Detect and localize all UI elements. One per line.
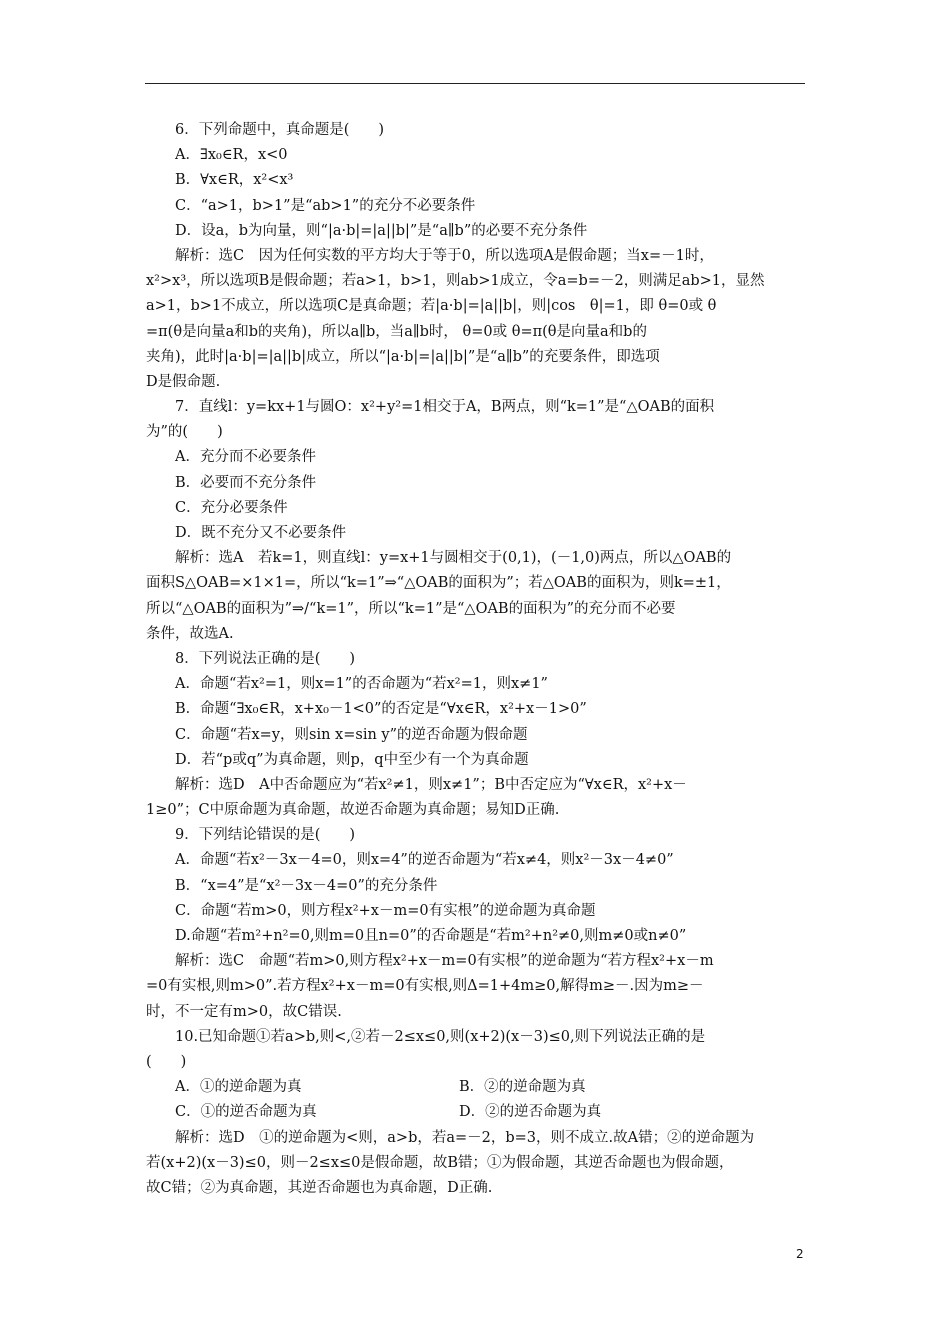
tail-text-block — [146, 1126, 808, 1202]
text-line: D．若“p或q”为真命题，则p，q中至少有一个为真命题 — [175, 751, 529, 768]
option-row — [146, 1100, 808, 1125]
text-line: 7．直线l：y=kx+1与圆O：x²+y²=1相交于A，B两点，则“k=1”是“△OAB的面积 — [175, 399, 715, 416]
text-line: 解析：选D ①的逆命题为<则，a>b，若a=－2，b=3，则不成立.故A错；②的逆命题为 — [175, 1129, 755, 1146]
text-line: 6．下列命题中，真命题是( ) — [175, 122, 385, 138]
text-block — [146, 118, 808, 1075]
text-line: C．命题“若m>0，则方程x²+x－m=0有实根”的逆命题为真命题 — [175, 902, 596, 919]
text-line: 1≥0”；C中原命题为真命题，故逆否命题为真命题；易知D正确. — [146, 802, 560, 819]
option-right: B．②的逆命题为真 — [459, 1079, 586, 1096]
text-line: D．既不充分又不必要条件 — [175, 525, 347, 541]
text-line: D是假命题. — [146, 373, 221, 390]
text-line: 为”的( ) — [146, 424, 223, 441]
text-line: A．充分而不必要条件 — [175, 449, 316, 466]
text-line: C．充分必要条件 — [175, 499, 288, 516]
text-line: 9．下列结论错误的是( ) — [175, 827, 356, 844]
text-line: B．命题“∃x₀∈R，x+x₀－1<0”的否定是“∀x∈R，x²+x－1>0” — [175, 701, 587, 718]
text-line: 所以“△OAB的面积为”⇒/“k=1”，所以“k=1”是“△OAB的面积为”的充分而不必要 — [146, 600, 676, 617]
text-line: 10.已知命题①若a>b,则<,②若－2≤x≤0,则(x+2)(x－3)≤0,则下列说法正确的是 — [175, 1028, 706, 1045]
header-rule — [145, 83, 805, 84]
text-line: 8．下列说法正确的是( ) — [175, 650, 356, 667]
text-line: D.命题“若m²+n²=0,则m=0且n=0”的否命题是“若m²+n²≠0,则m≠0或n≠0” — [175, 928, 687, 944]
options-block — [146, 1075, 808, 1125]
option-right: D．②的逆否命题为真 — [459, 1104, 602, 1121]
option-left: A．①的逆命题为真 — [175, 1079, 302, 1096]
text-line: 解析：选A 若k=1，则直线l：y=x+1与圆相交于(0,1)，(－1,0)两点，所以△OAB的 — [175, 550, 732, 567]
text-line: =0有实根,则m>0”.若方程x²+x－m=0有实根,则Δ=1+4m≥0,解得m≥－.因为m≥－ — [146, 978, 704, 995]
text-line: =π(θ是向量a和b的夹角)，所以a∥b，当a∥b时， θ=0或 θ=π(θ是向量a和b的 — [146, 323, 647, 340]
text-line: D．设a，b为向量，则“|a·b|=|a||b|”是“a∥b”的必要不充分条件 — [175, 222, 588, 239]
text-line: 解析：选D A中否命题应为“若x²≠1，则x≠1”；B中否定应为“∀x∈R，x²+x－ — [175, 776, 687, 793]
text-line: A．∃x₀∈R，x<0 — [175, 147, 288, 164]
text-line: B．“x=4”是“x²－3x－4=0”的充分条件 — [175, 877, 438, 894]
text-line: B．∀x∈R，x²<x³ — [175, 172, 294, 189]
text-line: C．命题“若x=y，则sin x=sin y”的逆否命题为假命题 — [175, 726, 528, 743]
page-number: 2 — [796, 1247, 804, 1261]
text-line: 解析：选C 命题“若m>0,则方程x²+x－m=0有实根”的逆命题为“若方程x²+x－m — [175, 953, 714, 970]
option-row — [146, 1075, 808, 1100]
text-line: B．必要而不充分条件 — [175, 474, 317, 491]
text-line: ( ) — [146, 1053, 187, 1070]
text-line: A．命题“若x²=1，则x=1”的否命题为“若x²=1，则x≠1” — [175, 676, 548, 693]
option-left: C．①的逆否命题为真 — [175, 1104, 317, 1121]
text-line: 夹角)，此时|a·b|=|a||b|成立，所以“|a·b|=|a||b|”是“a∥b”的充要条件，即选项 — [146, 348, 660, 365]
text-line: 面积S△OAB=×1×1=，所以“k=1”⇒“△OAB的面积为”；若△OAB的面积为，则k=±1， — [146, 575, 731, 592]
text-line: 若(x+2)(x－3)≤0，则－2≤x≤0是假命题，故B错；①为假命题，其逆否命题也为假命题， — [146, 1154, 734, 1171]
text-line: x²>x³，所以选项B是假命题；若a>1，b>1，则ab>1成立，令a=b=－2，则满足ab>1，显然 — [146, 273, 765, 290]
text-line: 时，不一定有m>0，故C错误. — [146, 1003, 342, 1020]
text-line: A．命题“若x²－3x－4=0，则x=4”的逆否命题为“若x≠4，则x²－3x－4≠0” — [175, 852, 674, 869]
text-line: 条件，故选A. — [146, 625, 234, 642]
text-line: 故C错；②为真命题，其逆否命题也为真命题，D正确. — [146, 1179, 493, 1196]
text-line: C．“a>1，b>1”是“ab>1”的充分不必要条件 — [175, 197, 476, 214]
text-line: a>1，b>1不成立，所以选项C是真命题；若|a·b|=|a||b|，则|cos θ|=1，即 θ=0或 θ — [146, 298, 717, 315]
page-content — [146, 118, 808, 1201]
text-line: 解析：选C 因为任何实数的平方均大于等于0，所以选项A是假命题；当x=－1时， — [175, 247, 714, 264]
